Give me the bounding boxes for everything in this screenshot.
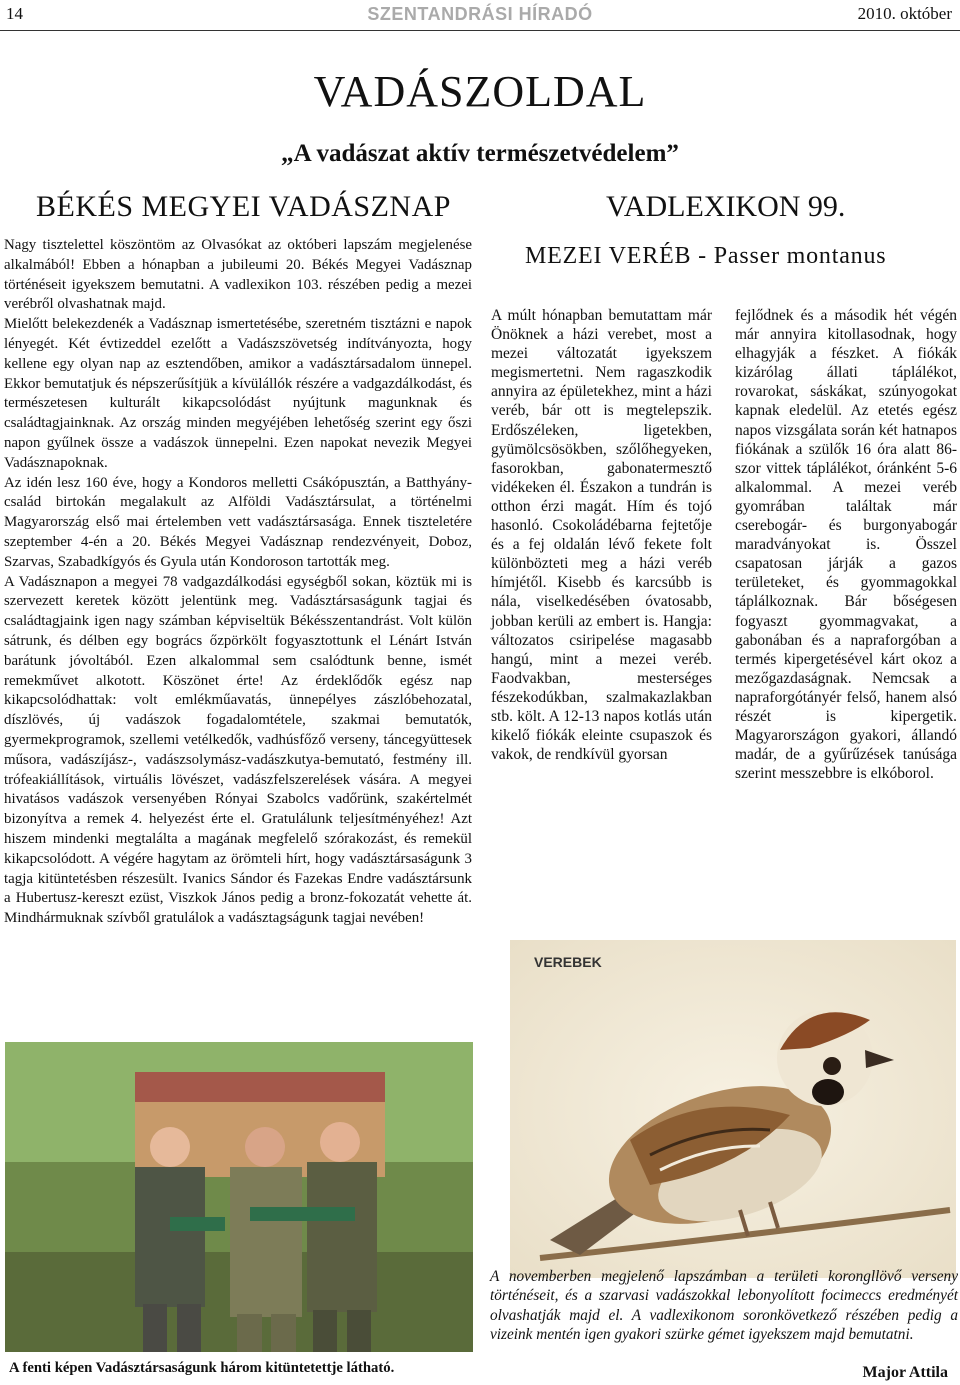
photo-caption: A fenti képen Vadásztársaságunk három kitüntetettje látható. — [9, 1360, 395, 1376]
page-title: VADÁSZOLDAL — [313, 67, 647, 116]
paragraph: Nagy tisztelettel köszöntöm az Olvasókat az októberi lapszám megjelenése alkalmából! Ebben a hónapban a jubileumi 20. Békés Megyei Vadásznap történéseit igyekszem bemutatni. A vadlexikon 103. részében pedig a mezei verébről olvashatnak majd. — [4, 237, 472, 313]
left-article-title: BÉKÉS MEGYEI VADÁSZNAP — [36, 190, 451, 223]
paragraph: Az idén lesz 160 éve, hogy a Kondoros melletti Csákópusztán, a Batthyány-család birtokán megalakult az Alföldi Vadásztársulat, a történelmi Magyarország első mai értelemben vett vadásztársasága. Ennek tiszteletére szeptember 4-én a 20. Békés Megyei Vadásznap rendezvényeit, Doboz, Szarvas, Szabadkígyós és Gyula után Kondoroson tartották meg. — [4, 474, 472, 570]
lexicon-column-1 — [491, 306, 712, 764]
issue-date: 2010. október — [857, 4, 952, 23]
paragraph: A múlt hónapban bemutattam már Önöknek a házi verebet, most a mezei változatát igyekszem megismertetni. Nem ragaszkodik annyira az épületekhez, mint a házi veréb, bár ott is megtelepszik. Erdőszéleken, ligetekben, gyümölcsösökben, szőlőhegyeken, fasorokban, gabonatermesztő vidékeken él. Északon a tundrán is otthon érzi magát. Hím és tojó hasonló. Csokoládébarna fejtetője és a fej oldalán lévő fekete folt különbözteti meg a házi veréb hímjétől. Kisebb és karcsúbb is nála, viselkedésében óvatosabb, jobban kerüli az embert is. Hangja: változatos csiripelése magasabb hangú, mint a mezei veréb. Faodvakban, mesterséges fészekodúkban, szalmakazlakban stb. költ. A 12-13 napos kotlás után kikelő fiókák eleinte csupaszok és vakok, de rendkívül gyorsan — [491, 307, 712, 764]
sparrow-illustration — [510, 940, 956, 1278]
paragraph: Mielőtt belekezdenék a Vadásznap ismertetésébe, szeretném tisztázni e napok lényegét. Két évtizeddel ezelőtt a Vadászszövetség indítványozta, hogy kellene egy olyan nap az esztendőben, amikor a vadásztársadalom ünnepel. Ekkor bemutatjuk és népszerűsítjük a kívülállók részére a vadgazdálkodást, és természetesen kulturált kikapcsolódást nyújtunk magunknak és családtagjainknak. Az ország minden megyéjében lehetőség szerint egy őszi napon gyűlnek össze a vadászok ünnepelni. Ezen napokat nevezik Megyei Vadásznapoknak. — [4, 316, 472, 471]
header-divider — [0, 30, 960, 31]
lexicon-column-2 — [735, 306, 957, 783]
right-article-title: VADLEXIKON 99. — [606, 190, 846, 223]
closing-note: A novemberben megjelenő lapszámban a területi korongllövő verseny történéseit, és a szarvasi vadászokkal lebonyolított focimeccs eredményét olvashatják majd el. A vadlexikonom soronkövetkező részében pedig a vizeink mentén igen gyakori szürke gémet igyekszem majd bemutatni. — [490, 1268, 958, 1343]
page-subtitle: „A vadászat aktív természetvédelem” — [281, 140, 679, 167]
paragraph: A Vadásznapon a megyei 78 vadgazdálkodási egységből sokan, köztük mi is szervezett keretek között jelentünk meg. Vadásztársaságunk tagjai és családtagjaink igen nagy számban képviseltük Békésszentandrást. Volt külön sátrunk, és délben egy bogrács őzpörkölt fogyasztottunk el Lénárt István barátunk jóvoltából. Ezen alkalommal sem csalódtunk benne, ismét remekművet alkotott. Köszönet érte! Az érdeklődők egész nap kikapcsolódhattak: volt emlékműavatás, ünnepélyes zászlóbehozatal, díszlövés, új vadászok fogadalomtétele, szakmai bemutatók, gyermekprogramok, szellemi vetélkedők, vadhúsfőző verseny, táncegyüttesek műsora, vadászíjász-, vadászsolymász-vadászkutya-bemutató, festmény ill. trófeakiállítások, virtuális lövészet, vadászfelszerelések vására. A megyei hivatásos vadászok versenyében Rónyai Szabolcs vadőrünk, szakértelmét bizonyítva a remek 4. helyezést érte el. Gratulálunk teljesítményéhez! Azt hiszem mindenki megtalálta a magának megfelelő szórakozást, és remekül kikapcsolódott. A végére hagytam az örömteli hírt, hogy vadásztársaságunk 3 tagja kitüntetésben részesült. Ivanics Sándor és Fazekas Endre vadásztársunk a Hubertusz-kereszt ezüst, Viszkok János pedig a bronz-fokozatát vehette át. Mindhármuknak szívből gratulálok a vadásztagságunk tagjai nevében! — [4, 573, 472, 927]
right-article-subtitle: MEZEI VERÉB - Passer montanus — [525, 243, 887, 269]
award-winners-photo — [5, 1042, 473, 1352]
page-number: 14 — [6, 4, 23, 23]
left-article-body — [4, 236, 472, 929]
newspaper-title: SZENTANDRÁSI HÍRADÓ — [367, 4, 593, 24]
author-signature: Major Attila — [862, 1364, 948, 1381]
paragraph: fejlődnek és a második hét végén már annyira kitollasodnak, hogy elhagyják a fészket. A fiókák kizárólag állati táplálékot, rovarokat, sáskákat, szúnyogokat kapnak eledelül. Az etetés egész napos vizsgálata során két hatnapos fiókának a szülők 16 óra alatt 86-szor vittek táplálékot, óránként 5-6 alkalommal. A mezei veréb gyomrában találtak már cserebogár- és burgonyabogár maradványokat is. Összel csapatosan járják a gazos területeket, és gyommagokkal táplálkoznak. Bár bőségesen fogyaszt gyommagvakat, a gabonában és a napraforgóban a termés kipergetésével kárt okoz a mezőgazdaságnak. Nemcsak a napraforgótányér felső, hanem alsó részét is kipergetik. Magyarországon gyakori, állandó madár, de a gyűrűzések tanúsága szerint messzebbre is elkóborol. — [735, 307, 957, 783]
illustration-label: VEREBEK — [534, 954, 602, 970]
